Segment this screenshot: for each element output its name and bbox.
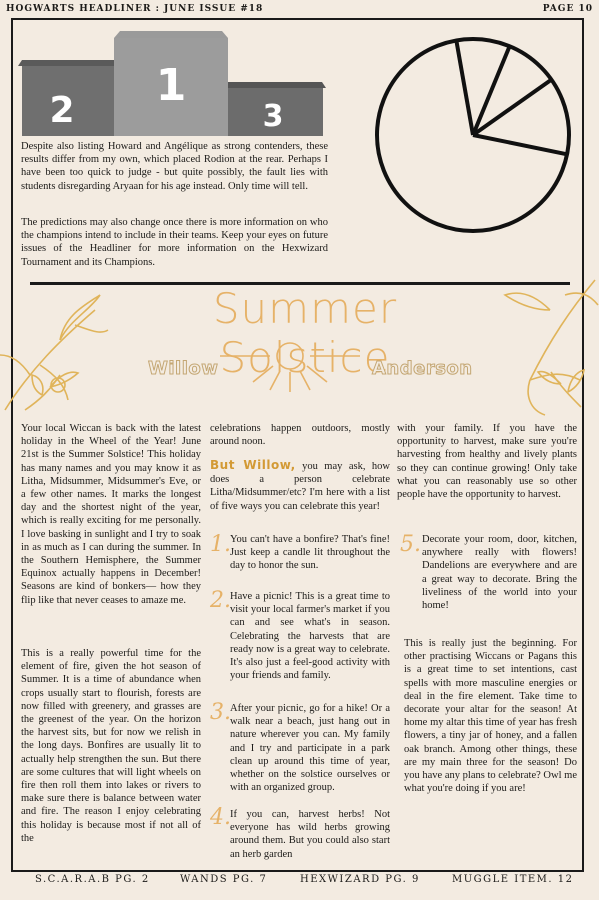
list-item-3: After your picnic, go for a hike! Or a walk near a beach, just hang out in nature wherever you can. My family and I try and participate in a park clean up around this time of year, whether on the solstice ourselves or with an organized group. <box>230 703 390 794</box>
flower-small-right-icon <box>536 362 586 412</box>
col1-paragraph-1: Your local Wiccan is back with the latest holiday in the Wheel of the Year! June 21st is the Summer Solstice! This holiday has many names and you may know it as Litha, Midsummer, Midsummer's Eve, or a few other names. It marks the longest day and the shortest night of the year, which is really exciting for me personally. I love basking in sunlight and I try to soak in as much as I can during the summer. In the Southern Hemisphere, the Summer Equinox actually happens in December! Seasons are kind of bonkers— how they flip like that never ceases to amaze me. <box>21 423 201 606</box>
list-item-2: Have a picnic! This is a great time to visit your local farmer's market if you can and see what's in season. Celebrating the harvests that are ready now is a great way to celebrate. It's also just a feel-good activity with your friends and family. <box>230 591 390 682</box>
issue-header: HOGWARTS HEADLINER : JUNE ISSUE #18 <box>6 4 264 14</box>
podium-first-top <box>114 31 228 38</box>
footer-link-muggle-item[interactable]: MUGGLE ITEM. 12 <box>452 874 574 885</box>
sun-icon <box>220 334 360 394</box>
pie-slice-1-edge <box>456 40 473 135</box>
col3-continuation: with your family. If you have the opportunity to harvest, make sure you're harvesting from healthy and lively plants so they can continue growing! Only take what you can reasonably use so other people have the opportunity to harvest. <box>397 423 577 501</box>
pie-chart <box>368 30 578 240</box>
list-item-5: Decorate your room, door, kitchen, anywhere really with flowers! Dandelions are everywhere and are a great way to decorate. Bring the liveliness of the world into your home! <box>422 534 577 612</box>
podium-third-top <box>228 82 326 88</box>
footer-link-hexwizard[interactable]: HEXWIZARD PG. 9 <box>300 874 420 885</box>
but-willow-heading: But Willow, <box>210 458 296 472</box>
article-title: Summer Solstice <box>212 284 398 382</box>
pie-slice-4-edge <box>473 135 567 154</box>
footer-link-scarab[interactable]: S.C.A.R.A.B PG. 2 <box>35 874 150 885</box>
footer-link-wands[interactable]: WANDS PG. 7 <box>180 874 268 885</box>
list-item-1: You can't have a bonfire? That's fine! Just keep a candle lit throughout the day to honor the sun. <box>230 534 390 572</box>
podium-first-label: 1 <box>155 60 187 111</box>
podium-second-label: 2 <box>49 90 75 131</box>
intro-paragraph-1: Despite also listing Howard and Angélique as strong contenders, these results differ from my own, which placed Rodion at the rear. Perhaps I have been too quick to judge - but quite possibly, the fault lies with students disregarding Aryaan for his age instead. Only time will tell. <box>21 141 328 192</box>
author-last-name: Anderson <box>372 358 473 379</box>
list-number-1: 1. <box>210 532 231 557</box>
col2-continuation: celebrations happen outdoors, mostly around noon. <box>210 423 390 448</box>
list-number-3: 3. <box>210 700 231 725</box>
page-number: PAGE 10 <box>542 4 593 14</box>
col2-question-text: you may ask, how does a person celebrate Litha/Midsummer/etc? I'm here with a list of five ways you can celebrate this year! <box>210 461 390 512</box>
podium-graphic <box>18 30 328 138</box>
intro-paragraph-2: The predictions may also change once there is more information on who the champions intend to include in their teams. Keep your eyes on future issues of the Headliner for more information on the Hexwizard Tournament and its Champions. <box>21 217 328 268</box>
list-number-5: 5. <box>400 532 421 557</box>
col2-question <box>210 459 390 513</box>
list-item-4: If you can, harvest herbs! Not everyone has wild herbs growing around them. But you could also start an herb garden <box>230 809 390 860</box>
podium-second-top <box>18 60 122 66</box>
author-first-name: Willow <box>148 358 219 379</box>
flower-small-left-icon <box>20 365 80 415</box>
list-number-4: 4. <box>210 805 231 830</box>
col3-closing: This is really just the beginning. For other practising Wiccans or Pagans this is a great time to set intentions, cast spells with more masculine energies or deal in the fire element. Take time to decorate your altar for the season! At home my altar this time of year has fresh flowers, a tiny jar of honey, and a fallen oak branch. Among other things, these are my main three for the season! Do you have any plans to celebrate? Owl me what you're doing if you are! <box>404 638 577 795</box>
podium-third-label: 3 <box>262 99 284 134</box>
col1-paragraph-2: This is a really powerful time for the element of fire, given the hot season of Summer. It is a time of abundance when crops usually start to flourish, forests are now filled with greenery, and grasses are the greenest of the year. On the horizon the harvest sits, but for now we relish in the long days. Bonfires are usually lit to actually help strengthen the sun. But there are some cultures that will light wheels on fire then roll them into lakes or rivers to make sure there is balance between water and fire. The reason I enjoy celebrating this holiday is because most if not all of the <box>21 648 201 844</box>
list-number-2: 2. <box>210 588 231 613</box>
